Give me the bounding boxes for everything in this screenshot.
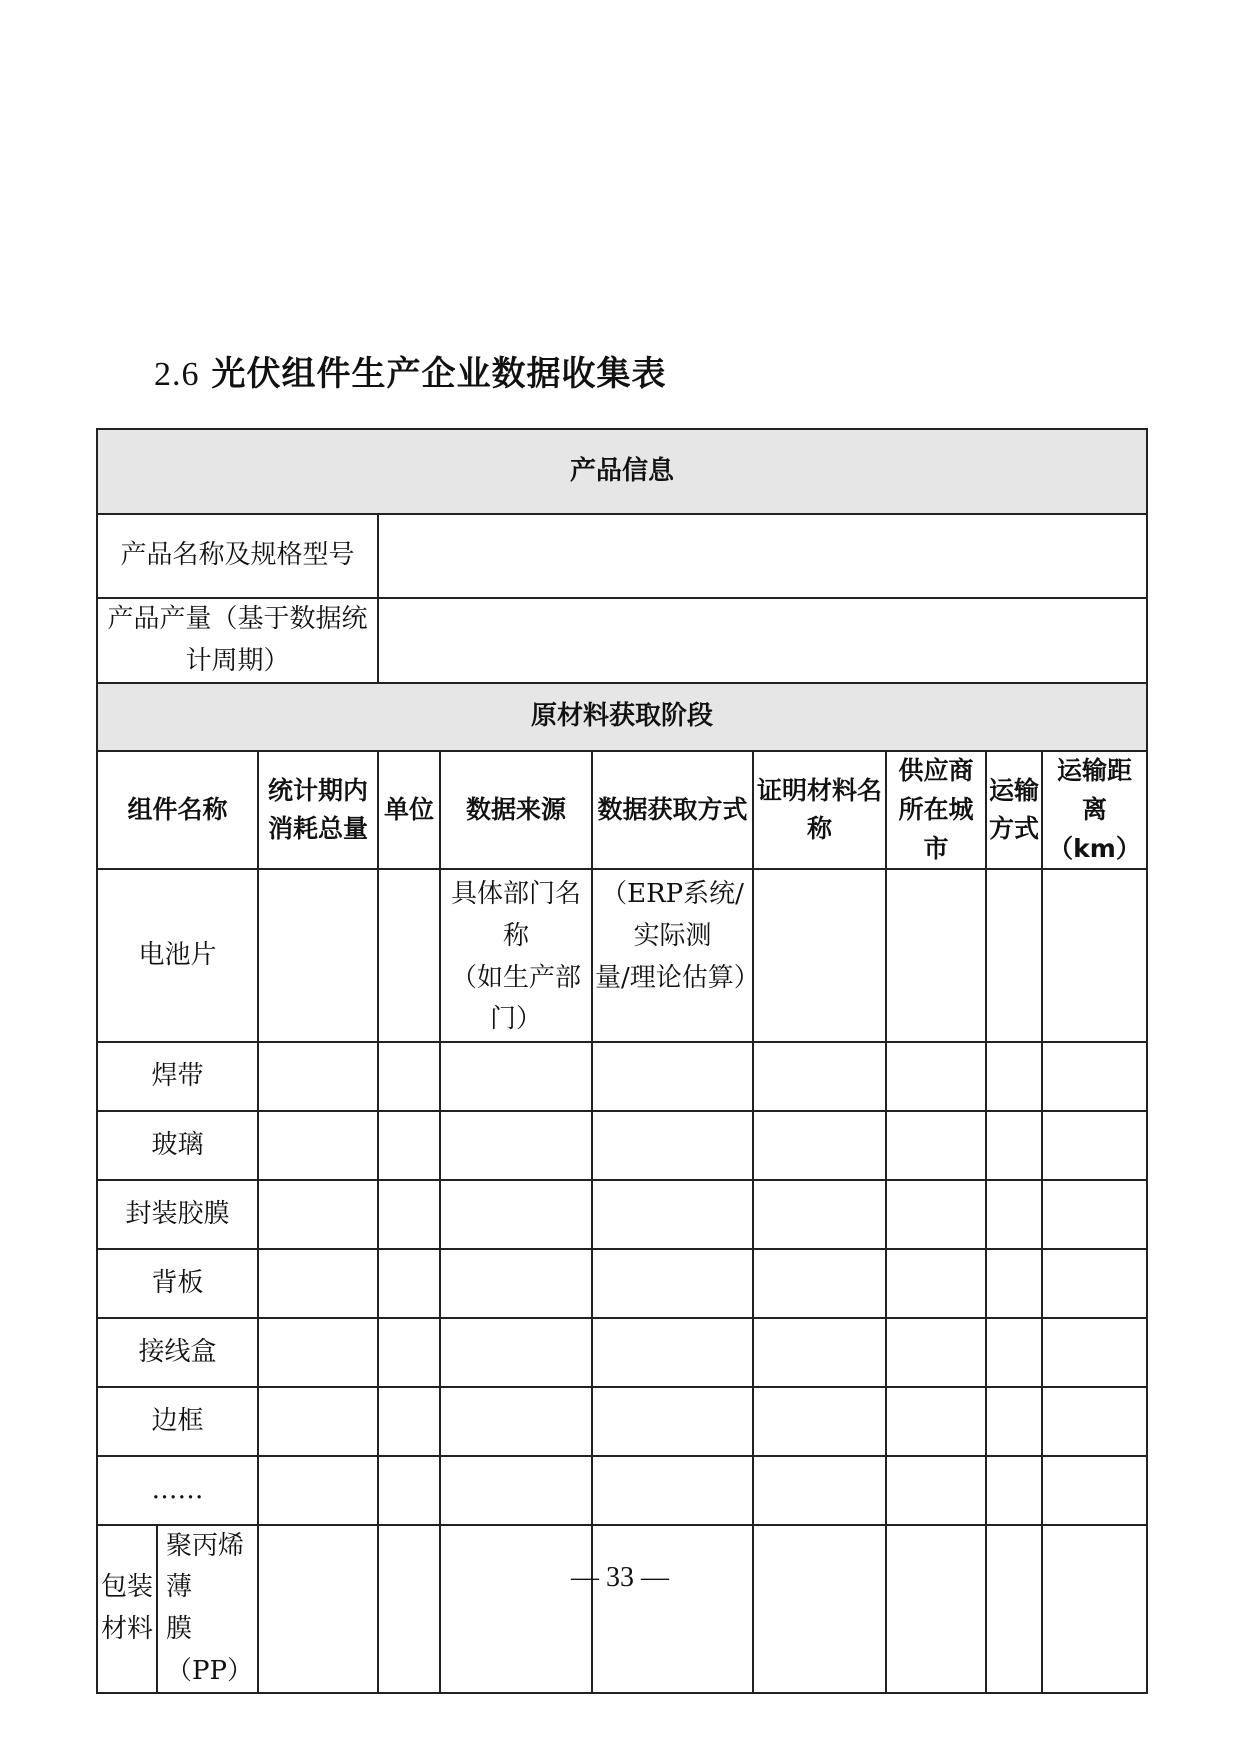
input-cell[interactable] — [592, 1249, 753, 1318]
input-cell[interactable] — [986, 869, 1042, 1041]
input-cell[interactable] — [753, 1180, 886, 1249]
input-cell[interactable] — [986, 1249, 1042, 1318]
product-name-label: 产品名称及规格型号 — [97, 514, 378, 598]
input-cell[interactable] — [886, 1249, 986, 1318]
input-cell[interactable] — [1042, 1456, 1147, 1525]
table-row — [97, 1318, 1147, 1387]
table-row — [97, 869, 1147, 1041]
input-cell[interactable] — [258, 1525, 378, 1693]
input-cell[interactable] — [592, 1525, 753, 1693]
input-cell[interactable] — [753, 1111, 886, 1180]
input-cell[interactable] — [986, 1318, 1042, 1387]
input-cell[interactable] — [986, 1387, 1042, 1456]
acquisition-method-example: （ERP系统/实际测 量/理论估算） — [592, 869, 753, 1041]
packaging-group-label: 包装 材料 — [97, 1525, 157, 1693]
input-cell[interactable] — [378, 1387, 440, 1456]
product-output-label: 产品产量（基于数据统计周期） — [97, 598, 378, 683]
input-cell[interactable] — [258, 1456, 378, 1525]
input-cell[interactable] — [753, 869, 886, 1041]
input-cell[interactable] — [1042, 1387, 1147, 1456]
input-cell[interactable] — [258, 1387, 378, 1456]
input-cell[interactable] — [378, 1318, 440, 1387]
row-label: 玻璃 — [97, 1111, 258, 1180]
section-title-text: 光伏组件生产企业数据收集表 — [211, 354, 667, 394]
input-cell[interactable] — [886, 1111, 986, 1180]
section-title — [154, 346, 667, 395]
col-total-consumption: 统计期内 消耗总量 — [258, 751, 378, 869]
input-cell[interactable] — [258, 1318, 378, 1387]
col-evidence-name: 证明材料名称 — [753, 751, 886, 869]
table-row — [97, 1249, 1147, 1318]
input-cell[interactable] — [753, 1249, 886, 1318]
product-info-heading: 产品信息 — [97, 429, 1147, 514]
input-cell[interactable] — [440, 1318, 592, 1387]
table-row — [97, 1387, 1147, 1456]
input-cell[interactable] — [753, 1456, 886, 1525]
table-row — [97, 1180, 1147, 1249]
row-label: 电池片 — [97, 869, 258, 1041]
product-name-value-cell[interactable] — [378, 514, 1147, 598]
input-cell[interactable] — [592, 1042, 753, 1111]
input-cell[interactable] — [986, 1042, 1042, 1111]
col-supplier-city: 供应商 所在城市 — [886, 751, 986, 869]
input-cell[interactable] — [986, 1111, 1042, 1180]
input-cell[interactable] — [378, 1525, 440, 1693]
input-cell[interactable] — [440, 1042, 592, 1111]
row-label: 边框 — [97, 1387, 258, 1456]
input-cell[interactable] — [592, 1180, 753, 1249]
input-cell[interactable] — [1042, 1180, 1147, 1249]
input-cell[interactable] — [886, 1387, 986, 1456]
input-cell[interactable] — [440, 1456, 592, 1525]
col-component-name: 组件名称 — [97, 751, 258, 869]
input-cell[interactable] — [886, 1525, 986, 1693]
input-cell[interactable] — [886, 869, 986, 1041]
input-cell[interactable] — [986, 1456, 1042, 1525]
input-cell[interactable] — [592, 1387, 753, 1456]
input-cell[interactable] — [378, 1111, 440, 1180]
section-number: 2.6 — [154, 356, 200, 393]
input-cell[interactable] — [440, 1525, 592, 1693]
input-cell[interactable] — [1042, 1111, 1147, 1180]
data-collection-table — [96, 428, 1148, 1694]
input-cell[interactable] — [378, 1042, 440, 1111]
input-cell[interactable] — [1042, 1318, 1147, 1387]
table-row — [97, 1525, 1147, 1693]
data-source-example: 具体部门名称 （如生产部门） — [440, 869, 592, 1041]
table-row — [97, 1456, 1147, 1525]
input-cell[interactable] — [378, 869, 440, 1041]
input-cell[interactable] — [258, 869, 378, 1041]
input-cell[interactable] — [753, 1525, 886, 1693]
product-output-value-cell[interactable] — [378, 598, 1147, 683]
input-cell[interactable] — [986, 1180, 1042, 1249]
input-cell[interactable] — [1042, 869, 1147, 1041]
input-cell[interactable] — [886, 1180, 986, 1249]
row-label: …… — [97, 1456, 258, 1525]
input-cell[interactable] — [886, 1318, 986, 1387]
input-cell[interactable] — [753, 1318, 886, 1387]
input-cell[interactable] — [258, 1111, 378, 1180]
input-cell[interactable] — [378, 1180, 440, 1249]
packaging-item-label: 聚丙烯薄 膜（PP） — [157, 1525, 258, 1693]
input-cell[interactable] — [592, 1111, 753, 1180]
input-cell[interactable] — [753, 1042, 886, 1111]
row-label: 接线盒 — [97, 1318, 258, 1387]
input-cell[interactable] — [753, 1387, 886, 1456]
col-data-source: 数据来源 — [440, 751, 592, 869]
input-cell[interactable] — [440, 1249, 592, 1318]
page-number: — 33 — — [571, 1562, 669, 1593]
input-cell[interactable] — [592, 1318, 753, 1387]
row-label: 封装胶膜 — [97, 1180, 258, 1249]
input-cell[interactable] — [258, 1249, 378, 1318]
col-transport-mode: 运输 方式 — [986, 751, 1042, 869]
table-row — [97, 1111, 1147, 1180]
input-cell[interactable] — [1042, 1042, 1147, 1111]
input-cell[interactable] — [986, 1525, 1042, 1693]
input-cell[interactable] — [440, 1180, 592, 1249]
input-cell[interactable] — [258, 1042, 378, 1111]
raw-material-heading: 原材料获取阶段 — [97, 683, 1147, 751]
row-label: 焊带 — [97, 1042, 258, 1111]
row-label: 背板 — [97, 1249, 258, 1318]
col-unit: 单位 — [378, 751, 440, 869]
input-cell[interactable] — [886, 1042, 986, 1111]
input-cell[interactable] — [1042, 1249, 1147, 1318]
input-cell[interactable] — [440, 1387, 592, 1456]
input-cell[interactable] — [440, 1111, 592, 1180]
input-cell[interactable] — [1042, 1525, 1147, 1693]
input-cell[interactable] — [886, 1456, 986, 1525]
col-transport-distance: 运输距离 （km） — [1042, 751, 1147, 869]
input-cell[interactable] — [592, 1456, 753, 1525]
input-cell[interactable] — [258, 1180, 378, 1249]
col-acquisition-method: 数据获取方式 — [592, 751, 753, 869]
column-header-row — [97, 751, 1147, 869]
input-cell[interactable] — [378, 1456, 440, 1525]
table-row — [97, 1042, 1147, 1111]
input-cell[interactable] — [378, 1249, 440, 1318]
